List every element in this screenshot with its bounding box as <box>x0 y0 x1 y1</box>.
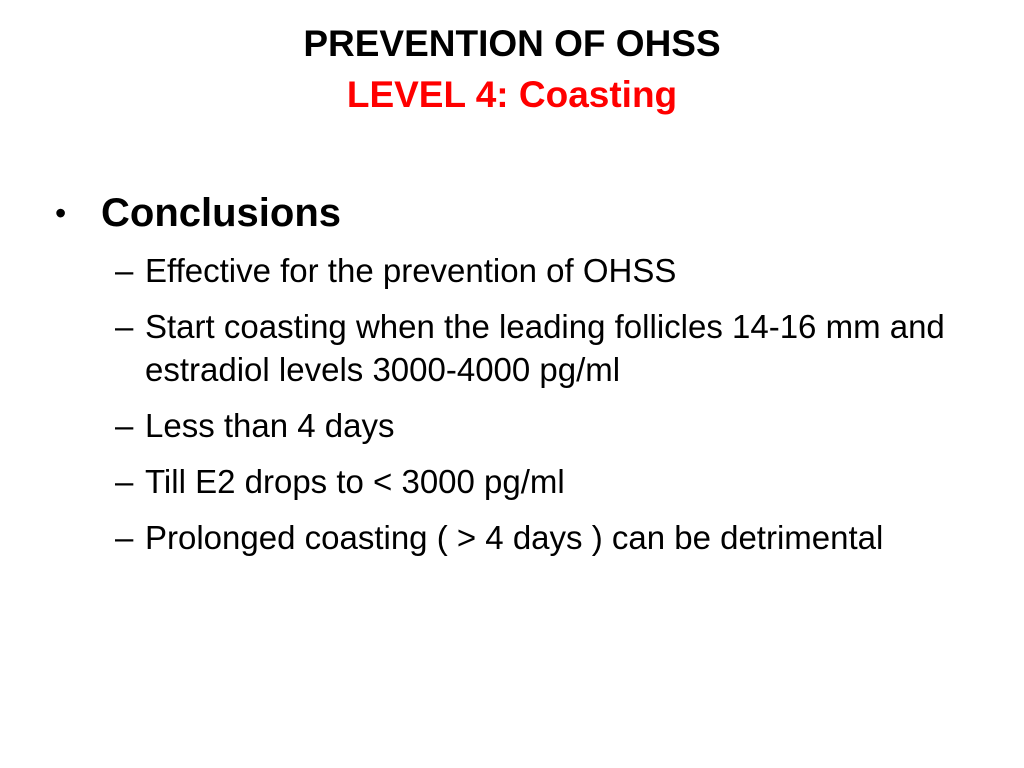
sub-bullet-item <box>55 516 995 559</box>
sub-bullet-text: Till E2 drops to < 3000 pg/ml <box>145 463 565 500</box>
sub-bullet-item <box>55 305 995 391</box>
dash-marker: – <box>115 463 134 500</box>
sub-bullet-text: Prolonged coasting ( > 4 days ) can be detrimental <box>145 519 884 556</box>
bullet-marker: • <box>55 195 67 231</box>
slide-content <box>55 185 995 572</box>
title-subtitle: LEVEL 4: Coasting <box>346 74 678 115</box>
sub-bullet-item <box>55 249 995 292</box>
slide-title <box>0 18 1024 120</box>
bullet-conclusions <box>55 185 995 241</box>
dash-marker: – <box>115 308 134 345</box>
sub-bullet-list <box>55 249 995 559</box>
sub-bullet-text: Less than 4 days <box>145 407 395 444</box>
sub-bullet-item <box>55 460 995 503</box>
title-main: PREVENTION OF OHSS <box>303 23 721 64</box>
dash-marker: – <box>115 407 134 444</box>
dash-marker: – <box>115 252 134 289</box>
bullet-label: Conclusions <box>101 191 342 235</box>
sub-bullet-item <box>55 404 995 447</box>
dash-marker: – <box>115 519 134 556</box>
sub-bullet-text: Start coasting when the leading follicles 14-16 mm and estradiol levels 3000-4000 pg/ml <box>145 308 945 388</box>
sub-bullet-text: Effective for the prevention of OHSS <box>145 252 677 289</box>
